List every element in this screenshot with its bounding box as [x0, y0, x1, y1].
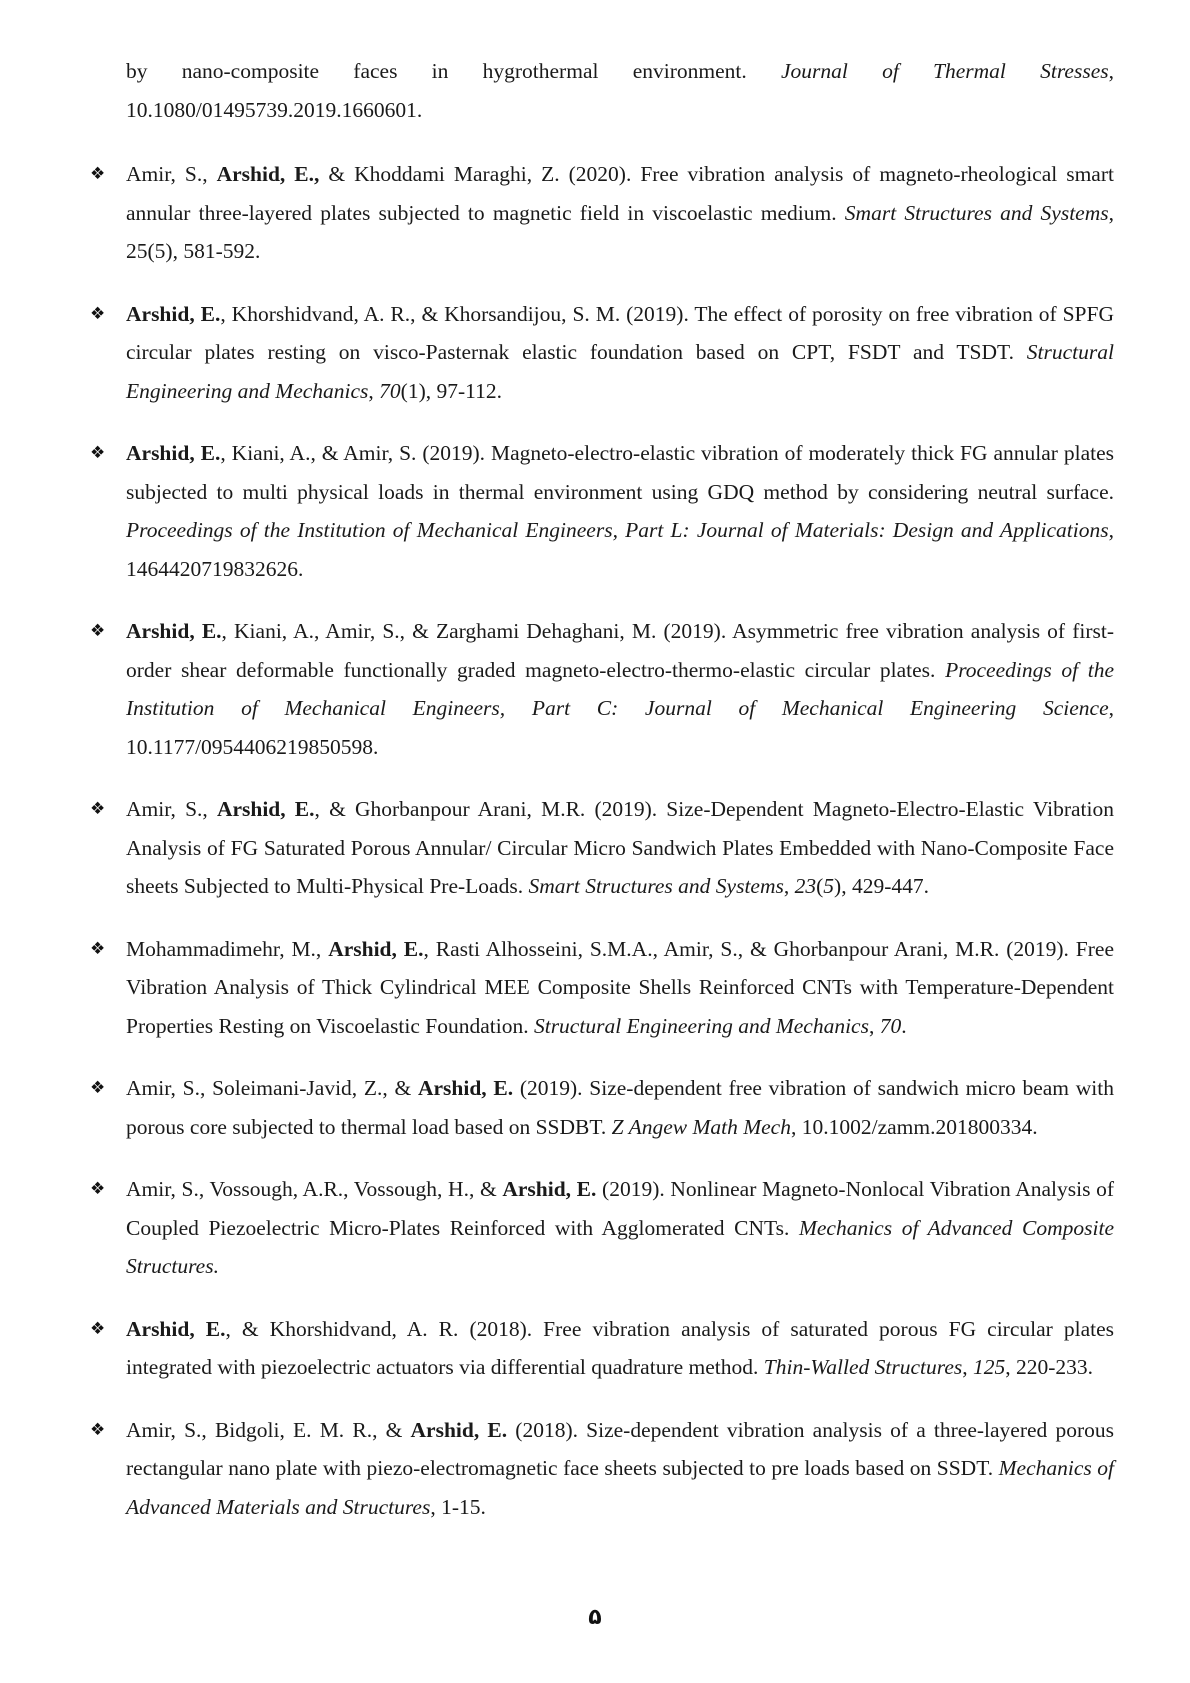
reference-entry: [90, 790, 1114, 906]
citation-text: , 25(5), 581-592.: [126, 200, 1114, 263]
citation-text: Amir, S., Soleimani-Javid, Z., &: [126, 1076, 418, 1100]
citation-text: , Kiani, A., Amir, S., & Zarghami Dehaghani, M. (2019). Asymmetric free vibration analysis of first-order shear deformable functionally graded magneto-electro-thermo-elastic circular plates.: [126, 619, 1114, 682]
citation-text: Mohammadimehr, M.,: [126, 936, 329, 961]
citation-text: (1), 97-112.: [400, 378, 502, 403]
citation-text: , 10.1080/01495739.2019.1660601.: [126, 59, 1114, 122]
diamond-bullet-icon: ❖: [90, 303, 106, 324]
reference-continuation: [126, 52, 1114, 129]
citation-text: , & Ghorbanpour Arani, M.R. (2019). Size-Dependent Magneto-Electro-Elastic Vibration Analysis of FG Saturated Porous Annular/ Circular Micro Sandwich Plates Embedded with Nano-Composite Face sheets Subjected to Multi-Physical Pre-Loads.: [126, 797, 1114, 898]
citation-text: (2019). Size-dependent free vibration of sandwich micro beam with porous core subjected to thermal load based on SSDBT.: [126, 1076, 1114, 1139]
diamond-bullet-icon: ❖: [90, 938, 106, 959]
reference-entry: [90, 295, 1115, 411]
journal-title: Thin-Walled Structures: [763, 1355, 963, 1379]
citation-text: ,: [962, 1355, 973, 1379]
journal-title: 5: [823, 874, 835, 898]
diamond-bullet-icon: ❖: [90, 621, 106, 641]
citation-text: ,: [868, 1013, 880, 1038]
diamond-bullet-icon: ❖: [90, 1419, 106, 1440]
citation-text: by nano-composite faces in hygrothermal environment.: [126, 59, 781, 83]
author-highlight: Arshid, E.: [126, 619, 222, 643]
citation-text: , Khorshidvand, A. R., & Khorsandijou, S. M. (2019). The effect of porosity on free vibration of SPFG circular plates resting on visco-Pasternak elastic foundation based on CPT, FSDT and TSDT.: [126, 301, 1115, 364]
diamond-bullet-icon: ❖: [90, 1318, 106, 1339]
diamond-bullet-icon: ❖: [90, 1179, 106, 1199]
journal-title: Journal of Thermal Stresses: [780, 59, 1109, 83]
reference-entry: [90, 1069, 1114, 1146]
journal-title: 70: [879, 1013, 902, 1038]
citation-text: & Khoddami Maraghi, Z. (2020). Free vibration analysis of magneto-rheological smart annular three-layered plates subjected to magnetic field in viscoelastic medium.: [126, 162, 1114, 225]
citation-text: (: [816, 874, 824, 898]
citation-text: , & Khorshidvand, A. R. (2018). Free vibration analysis of saturated porous FG circular plates integrated with piezoelectric actuators via differential quadrature method.: [126, 1316, 1114, 1379]
reference-entry: [90, 1411, 1114, 1527]
reference-entry: [90, 612, 1114, 766]
journal-title: Mechanics of Advanced Composite Structures.: [126, 1215, 1114, 1278]
citation-text: , 220-233.: [1005, 1355, 1094, 1379]
citation-text: , 10.1177/0954406219850598.: [126, 696, 1114, 759]
citation-text: Amir, S.,: [126, 797, 217, 821]
citation-text: , 1464420719832626.: [126, 518, 1114, 581]
author-highlight: Arshid, E.: [417, 1076, 514, 1100]
citation-text: ,: [783, 874, 795, 898]
journal-title: Proceedings of the Institution of Mechanical Engineers, Part C: Journal of Mechanical Engineering Science: [126, 657, 1114, 720]
author-highlight: Arshid, E.: [502, 1177, 597, 1201]
citation-text: .: [901, 1013, 907, 1038]
journal-title: 70: [379, 378, 401, 403]
author-highlight: Arshid, E.: [410, 1417, 508, 1442]
citation-text: Amir, S., Bidgoli, E. M. R., &: [126, 1417, 411, 1442]
author-highlight: Arshid, E.: [126, 441, 221, 465]
diamond-bullet-icon: ❖: [90, 1078, 106, 1098]
reference-entry: [90, 930, 1114, 1046]
citation-text: , 1-15.: [430, 1494, 486, 1519]
reference-entry: [90, 1310, 1114, 1387]
diamond-bullet-icon: ❖: [90, 164, 106, 184]
journal-title: Mechanics of Advanced Materials and Structures: [126, 1456, 1114, 1519]
reference-entry: [90, 155, 1114, 271]
reference-entry: [90, 1170, 1114, 1286]
journal-title: Structural Engineering and Mechanics: [533, 1013, 869, 1038]
citation-text: Amir, S.,: [126, 162, 217, 186]
journal-title: Z Angew Math Mech: [611, 1114, 791, 1139]
diamond-bullet-icon: ❖: [90, 443, 106, 463]
citation-text: (2018). Size-dependent vibration analysis of a three-layered porous rectangular nano plate with piezo-electromagnetic face sheets subjected to pre loads based on SSDT.: [126, 1417, 1114, 1480]
journal-title: 125: [973, 1355, 1006, 1379]
journal-title: 23: [794, 874, 817, 898]
citation-text: Amir, S., Vossough, A.R., Vossough, H., &: [126, 1177, 503, 1201]
reference-list: [90, 52, 1115, 1550]
journal-title: Proceedings of the Institution of Mechanical Engineers, Part L: Journal of Materials: Design and Applications: [126, 518, 1109, 542]
citation-text: ,: [368, 378, 380, 403]
citation-text: , Kiani, A., & Amir, S. (2019). Magneto-electro-elastic vibration of moderately thick FG annular plates subjected to multi physical loads in thermal environment using GDQ method by considering neutral surface.: [126, 441, 1114, 504]
author-highlight: Arshid, E.: [126, 301, 221, 326]
journal-title: Smart Structures and Systems: [528, 874, 784, 898]
author-highlight: Arshid, E.: [216, 797, 315, 821]
author-highlight: Arshid, E.: [126, 1316, 226, 1341]
citation-text: , 10.1002/zamm.201800334.: [790, 1114, 1038, 1139]
citation-text: ), 429-447.: [834, 874, 929, 898]
citation-text: , Rasti Alhosseini, S.M.A., Amir, S., & Ghorbanpour Arani, M.R. (2019). Free Vibration Analysis of Thick Cylindrical MEE Composite Shells Reinforced CNTs with Temperature-Dependent Properties Resting on Viscoelastic Foundation.: [126, 936, 1114, 1038]
author-highlight: Arshid, E.,: [216, 162, 320, 186]
reference-entry: [90, 434, 1114, 588]
journal-title: Smart Structures and Systems: [844, 200, 1109, 225]
author-highlight: Arshid, E.: [328, 936, 424, 961]
journal-title: Structural Engineering and Mechanics: [126, 340, 1114, 403]
page-number: ۵: [588, 1605, 602, 1630]
citation-text: (2019). Nonlinear Magneto-Nonlocal Vibration Analysis of Coupled Piezoelectric Micro-Plates Reinforced with Agglomerated CNTs.: [126, 1177, 1114, 1240]
diamond-bullet-icon: ❖: [90, 799, 106, 819]
